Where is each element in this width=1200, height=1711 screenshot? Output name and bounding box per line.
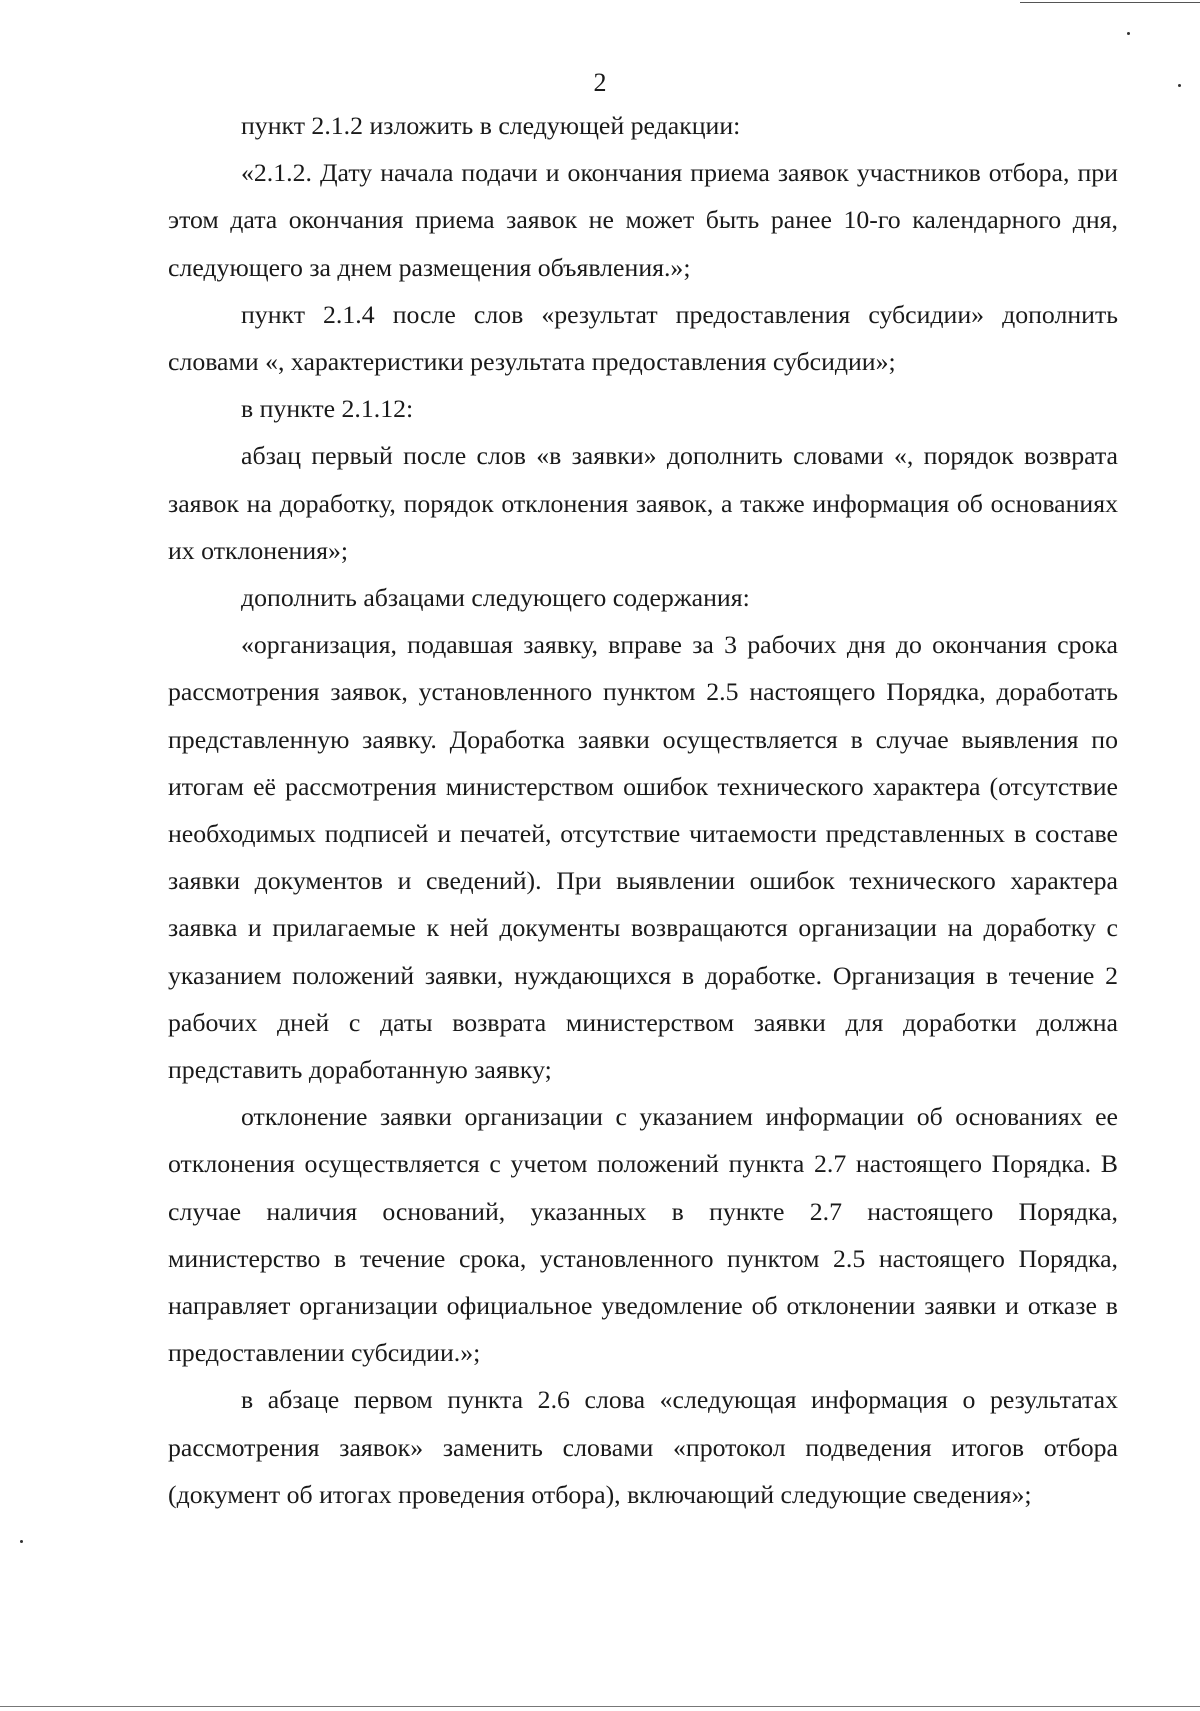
page-number: 2 (593, 68, 607, 97)
paragraph-3: пункт 2.1.4 после слов «результат предоставления субсидии» дополнить словами «, характеристики результата предоставления субсидии»; (168, 299, 1118, 377)
paragraph-4: в пункте 2.1.12: (241, 394, 414, 424)
paragraph-7: «организация, подавшая заявку, вправе за 3 рабочих дня до окончания срока рассмотрения заявок, установленного пунктом 2.5 настоящего Порядка, доработать представленную заявку. Доработка заявки осуществляется в случае выявления по итогам её рассмотрения министерством ошибок технического характера (отсутствие необходимых подписей и печатей, отсутствие читаемости представленных в составе заявки документов и сведений). При выявлении ошибок технического характера заявка и прилагаемые к ней документы возвращаются организации на доработку с указанием положений заявки, нуждающихся в доработке. Организация в течение 2 рабочих дней с даты возврата министерством заявки для доработки должна представить доработанную заявку; (168, 630, 1118, 1085)
scan-artifact-dot (20, 1540, 23, 1543)
paragraph-5: абзац первый после слов «в заявки» дополнить словами «, порядок возврата заявок на доработку, порядок отклонения заявок, а также информация об основаниях их отклонения»; (168, 441, 1118, 565)
paragraph-6: дополнить абзацами следующего содержания: (241, 583, 750, 613)
scan-artifact-top-line (1020, 2, 1200, 3)
paragraph-2: «2.1.2. Дату начала подачи и окончания приема заявок участников отбора, при этом дата окончания приема заявок не может быть ранее 10-го календарного дня, следующего за днем размещения объявления.»; (168, 158, 1118, 282)
paragraph-8: отклонение заявки организации с указанием информации об основаниях ее отклонения осуществляется с учетом положений пункта 2.7 настоящего Порядка. В случае наличия оснований, указанных в пункте 2.7 настоящего Порядка, министерство в течение срока, установленного пунктом 2.5 настоящего Порядка, направляет организации официальное уведомление об отклонении заявки и отказе в предоставлении субсидии.»; (168, 1102, 1118, 1368)
paragraph-9: в абзаце первом пункта 2.6 слова «следующая информация о результатах рассмотрения заявок» заменить словами «протокол подведения итогов отбора (документ об итогах проведения отбора), включающий следующие сведения»; (168, 1385, 1118, 1509)
document-body (168, 102, 1118, 1518)
scan-artifact-bottom-line (0, 1706, 1200, 1707)
paragraph-1: пункт 2.1.2 изложить в следующей редакции: (241, 111, 741, 140)
scan-artifact-dot (1127, 32, 1130, 35)
scan-artifact-dot (1178, 84, 1181, 87)
